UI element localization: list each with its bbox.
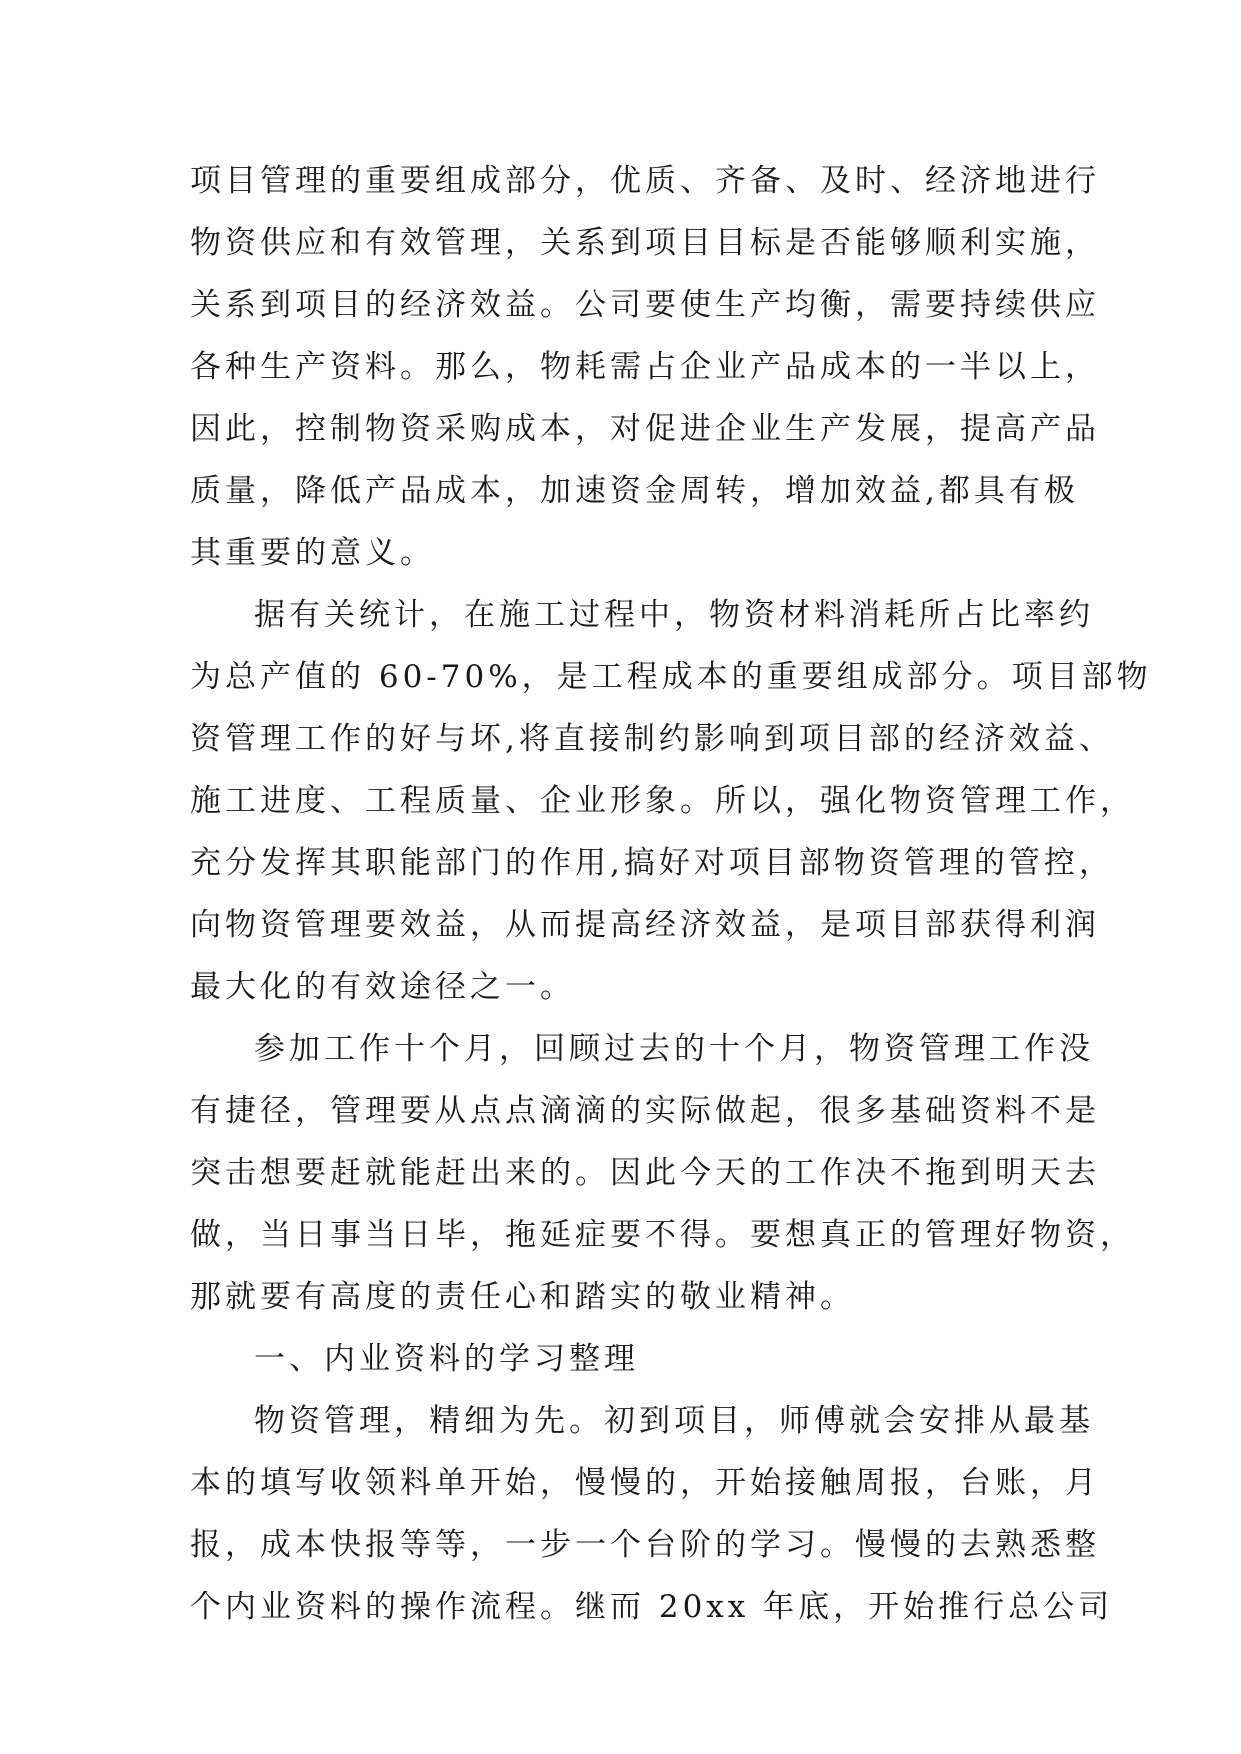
text-line: 充分发挥其职能部门的作用,搞好对项目部物资管理的管控， bbox=[190, 845, 1114, 881]
text-line: 关系到项目的经济效益。公司要使生产均衡，需要持续供应 bbox=[190, 287, 1100, 323]
text-line: 资管理工作的好与坏,将直接制约影响到项目部的经济效益、 bbox=[190, 721, 1114, 757]
text-line: 其重要的意义。 bbox=[190, 535, 435, 571]
text-line: 为总产值的 60-70%，是工程成本的重要组成部分。项目部物 bbox=[190, 659, 1152, 695]
paragraph-first-line: 物资管理，精细为先。初到项目，师傅就会安排从最基 bbox=[254, 1403, 1094, 1439]
text-line: 突击想要赶就能赶出来的。因此今天的工作决不拖到明天去 bbox=[190, 1155, 1100, 1191]
paragraph-first-line: 参加工作十个月，回顾过去的十个月，物资管理工作没 bbox=[254, 1031, 1094, 1067]
text-line: 各种生产资料。那么，物耗需占企业产品成本的一半以上， bbox=[190, 349, 1100, 385]
text-line: 因此，控制物资采购成本，对促进企业生产发展，提高产品 bbox=[190, 411, 1100, 447]
section-heading: 一、内业资料的学习整理 bbox=[254, 1341, 639, 1377]
text-line: 那就要有高度的责任心和踏实的敬业精神。 bbox=[190, 1279, 855, 1315]
text-line: 做，当日事当日毕，拖延症要不得。要想真正的管理好物资， bbox=[190, 1217, 1135, 1253]
document-body bbox=[190, 150, 1152, 1638]
text-line: 个内业资料的操作流程。继而 20xx 年底，开始推行总公司 bbox=[190, 1589, 1114, 1625]
text-line: 物资供应和有效管理，关系到项目目标是否能够顺利实施， bbox=[190, 225, 1100, 261]
paragraph-first-line: 据有关统计，在施工过程中，物资材料消耗所占比率约 bbox=[254, 597, 1094, 633]
text-line: 向物资管理要效益，从而提高经济效益，是项目部获得利润 bbox=[190, 907, 1100, 943]
text-line: 本的填写收领料单开始，慢慢的，开始接触周报，台账，月 bbox=[190, 1465, 1100, 1501]
text-line: 施工进度、工程质量、企业形象。所以，强化物资管理工作， bbox=[190, 783, 1135, 819]
text-line: 质量，降低产品成本，加速资金周转，增加效益,都具有极 bbox=[190, 473, 1079, 509]
text-line: 报，成本快报等等，一步一个台阶的学习。慢慢的去熟悉整 bbox=[190, 1527, 1100, 1563]
text-line: 项目管理的重要组成部分，优质、齐备、及时、经济地进行 bbox=[190, 163, 1100, 199]
text-line: 有捷径，管理要从点点滴滴的实际做起，很多基础资料不是 bbox=[190, 1093, 1100, 1129]
text-line: 最大化的有效途径之一。 bbox=[190, 969, 575, 1005]
